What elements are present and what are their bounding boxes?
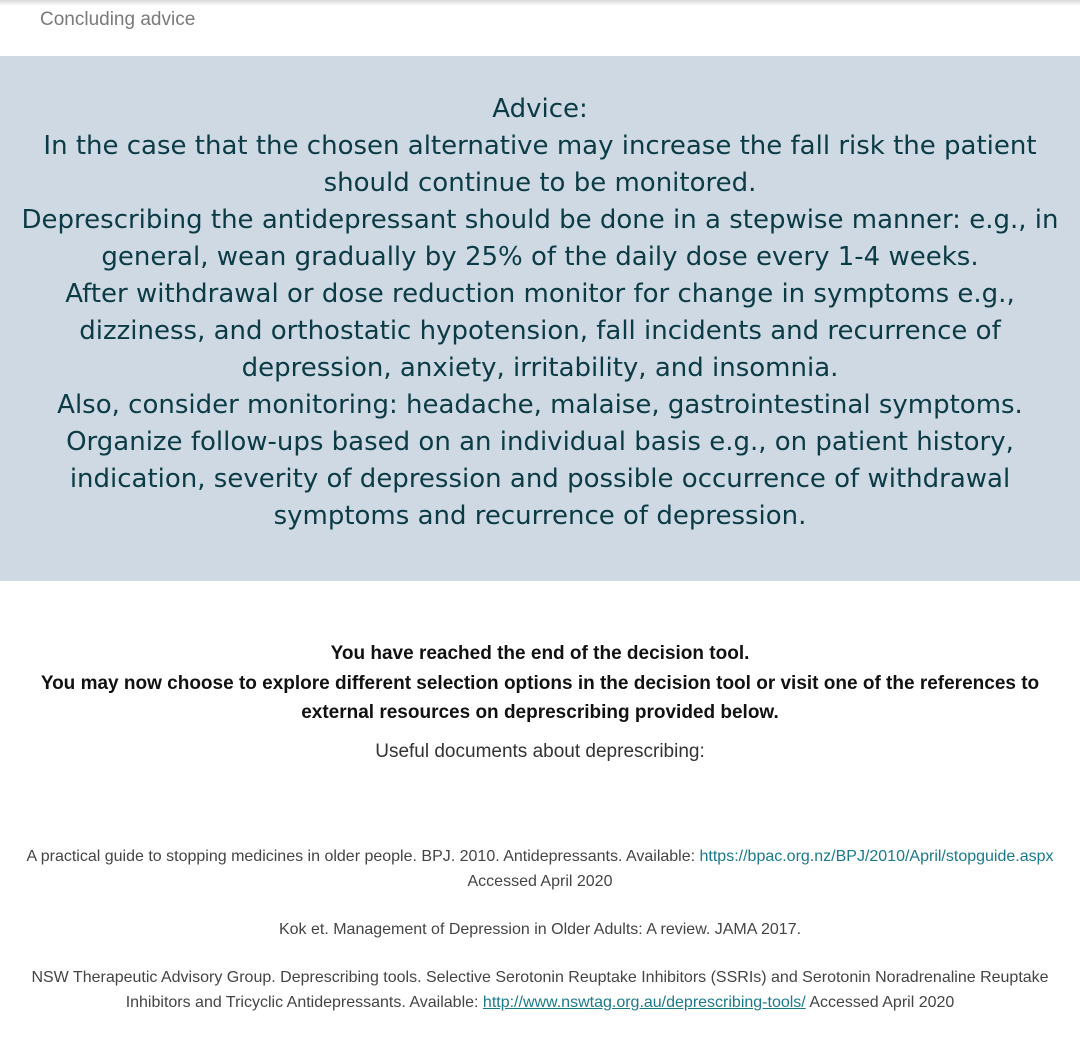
- end-message-line: external resources on deprescribing provided below.: [301, 702, 779, 723]
- advice-line: Deprescribing the antidepressant should be done in a stepwise manner: e.g., in: [21, 205, 1059, 235]
- advice-line: should continue to be monitored.: [323, 168, 757, 198]
- reference-item: [0, 917, 1080, 942]
- advice-line: In the case that the chosen alternative may increase the fall risk the patient: [43, 131, 1037, 161]
- advice-line: Also, consider monitoring: headache, malaise, gastrointestinal symptoms.: [57, 390, 1023, 420]
- end-of-tool-message: [0, 639, 1080, 728]
- reference-item: [0, 965, 1080, 1015]
- advice-line: dizziness, and orthostatic hypotension, fall incidents and recurrence of: [79, 316, 1001, 346]
- references-list: [0, 844, 1080, 1038]
- useful-documents-label: Useful documents about deprescribing:: [375, 741, 705, 762]
- advice-line: indication, severity of depression and possible occurrence of withdrawal: [69, 464, 1011, 494]
- advice-text: [0, 91, 1080, 535]
- reference-text: NSW Therapeutic Advisory Group. Deprescribing tools. Selective Serotonin Reuptake Inhibitors (SSRIs) and Serotonin Noradrenaline Reuptake: [31, 969, 1049, 986]
- reference-item: [0, 844, 1080, 894]
- advice-line: symptoms and recurrence of depression.: [273, 501, 807, 531]
- reference-accessed: Accessed April 2020: [467, 873, 613, 890]
- reference-text: A practical guide to stopping medicines in older people. BPJ. 2010. Antidepressants. Available:: [26, 848, 700, 865]
- reference-link[interactable]: https://bpac.org.nz/BPJ/2010/April/stopguide.aspx: [699, 848, 1054, 865]
- end-message-line: You may now choose to explore different selection options in the decision tool or visit one of the references to: [40, 672, 1040, 694]
- reference-link[interactable]: http://www.nswtag.org.au/deprescribing-tools/: [482, 994, 806, 1011]
- reference-accessed: Accessed April 2020: [805, 994, 955, 1011]
- section-title: Concluding advice: [40, 9, 196, 30]
- reference-text: Kok et. Management of Depression in Older Adults: A review. JAMA 2017.: [278, 921, 802, 938]
- advice-line: general, wean gradually by 25% of the daily dose every 1-4 weeks.: [101, 242, 979, 272]
- advice-line: After withdrawal or dose reduction monitor for change in symptoms e.g.,: [65, 279, 1015, 309]
- advice-line: Organize follow-ups based on an individual basis e.g., on patient history,: [66, 427, 1014, 457]
- advice-line: depression, anxiety, irritability, and insomnia.: [241, 353, 839, 383]
- reference-line: [0, 990, 1080, 1015]
- advice-panel: [0, 56, 1080, 581]
- reference-text: Inhibitors and Tricyclic Antidepressants. Available:: [125, 994, 483, 1011]
- advice-title: Advice:: [492, 94, 588, 124]
- end-message-line: You have reached the end of the decision tool.: [330, 643, 750, 664]
- reference-line: [0, 844, 1080, 869]
